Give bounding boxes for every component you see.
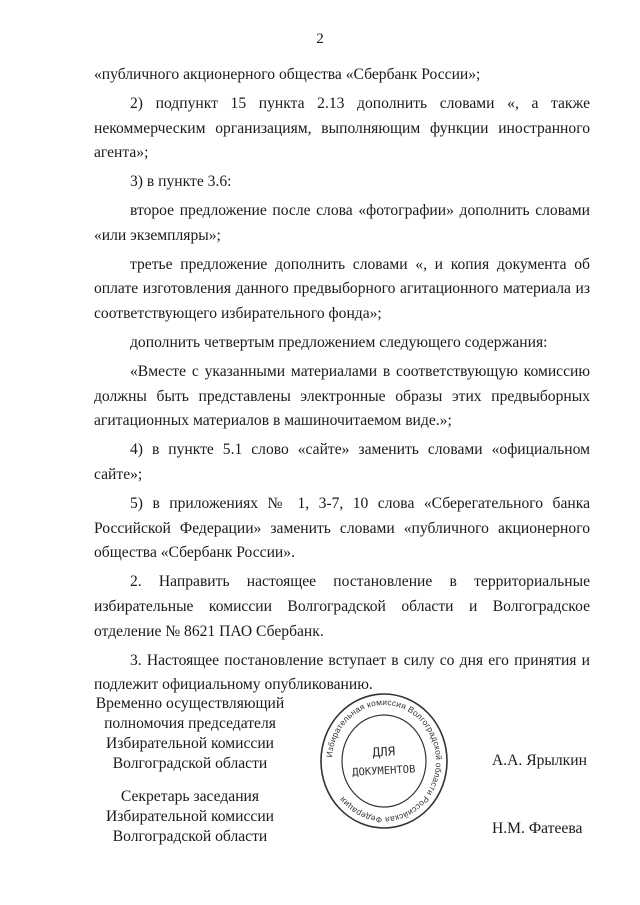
paragraph-9: 5) в приложениях № 1, 3-7, 10 слова «Сберегательного банка Российской Федерации» заменить словами «публичного акционерного общества «Сбербанк России». xyxy=(94,494,590,562)
document-body xyxy=(94,63,590,702)
paragraph-3: 3) в пункте 3.6: xyxy=(130,173,232,191)
acting-chair-name: А.А. Ярылкин xyxy=(492,752,587,769)
stamp-center-line-1: ДЛЯ xyxy=(372,743,396,760)
paragraph-7: «Вместе с указанными материалами в соответствующую комиссию должны быть представлены электронные образы этих предвыборных агитационных материалов в машиночитаемом виде.»; xyxy=(94,362,590,430)
stamp-ring-text: Избирательная комиссия Волгоградской области Российская Федерация xyxy=(324,696,445,826)
paragraph-10: 2. Направить настоящее постановление в территориальные избирательные комиссии Волгоградской области и Волгоградское отделение № 8621 ПАО Сбербанк. xyxy=(94,573,590,640)
paragraph-1: «публичного акционерного общества «Сбербанк России»; xyxy=(94,66,481,83)
secretary-name: Н.М. Фатеева xyxy=(492,820,583,837)
paragraph-2: 2) подпункт 15 пункта 2.13 дополнить словами «, а также некоммерческим организациям, выполняющим функции иностранного агента»; xyxy=(94,94,590,162)
paragraph-11: 3. Настоящее постановление вступает в силу со дня его принятия и подлежит официальному опубликованию. xyxy=(94,651,590,694)
acting-chair-title: Временно осуществляющий полномочия председателя Избирательной комиссии Волгоградской области xyxy=(95,695,285,772)
paragraph-5: третье предложение дополнить словами «, и копия документа об оплате изготовления данного предвыборного агитационного материала из соответствующего избирательного фонда»; xyxy=(94,255,590,323)
page-number: 2 xyxy=(316,31,324,47)
stamp-center-line-2: ДОКУМЕНТОВ xyxy=(351,763,416,779)
paragraph-8: 4) в пункте 5.1 слово «сайте» заменить словами «официальном сайте»; xyxy=(94,441,590,483)
secretary-title: Секретарь заседания Избирательной комиссии Волгоградской области xyxy=(105,788,275,845)
paragraph-4: второе предложение после слова «фотографии» дополнить словами «или экземпляры»; xyxy=(94,201,590,244)
paragraph-6: дополнить четвертым предложением следующего содержания: xyxy=(130,333,548,351)
official-stamp xyxy=(318,690,450,832)
